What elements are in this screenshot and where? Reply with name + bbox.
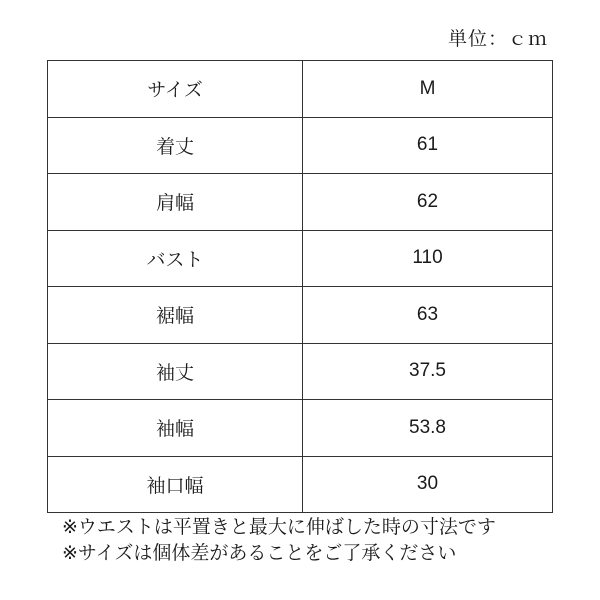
- row-label: 着丈: [48, 117, 303, 174]
- row-value: 62: [303, 174, 553, 231]
- note-line: ※サイズは個体差があることをご了承ください: [62, 542, 457, 564]
- size-table: [47, 60, 553, 513]
- row-value: M: [303, 61, 553, 118]
- table-row: [48, 117, 553, 174]
- table-row: [48, 400, 553, 457]
- row-value: 63: [303, 287, 553, 344]
- row-value: 30: [303, 456, 553, 513]
- row-label: 裾幅: [48, 287, 303, 344]
- unit-label: 単位：ｃｍ: [448, 28, 549, 50]
- row-value: 61: [303, 117, 553, 174]
- row-label: バスト: [48, 230, 303, 287]
- table-row: [48, 61, 553, 118]
- row-value: 37.5: [303, 343, 553, 400]
- table-row: [48, 343, 553, 400]
- table-row: [48, 287, 553, 344]
- row-value: 53.8: [303, 400, 553, 457]
- row-label: 肩幅: [48, 174, 303, 231]
- row-label: 袖口幅: [48, 456, 303, 513]
- notes: [62, 514, 496, 566]
- table-row: [48, 230, 553, 287]
- table-row: [48, 456, 553, 513]
- table-row: [48, 174, 553, 231]
- row-label: 袖丈: [48, 343, 303, 400]
- row-value: 110: [303, 230, 553, 287]
- row-label: 袖幅: [48, 400, 303, 457]
- note-line: ※ウエストは平置きと最大に伸ばした時の寸法です: [62, 516, 496, 538]
- row-label: サイズ: [48, 61, 303, 118]
